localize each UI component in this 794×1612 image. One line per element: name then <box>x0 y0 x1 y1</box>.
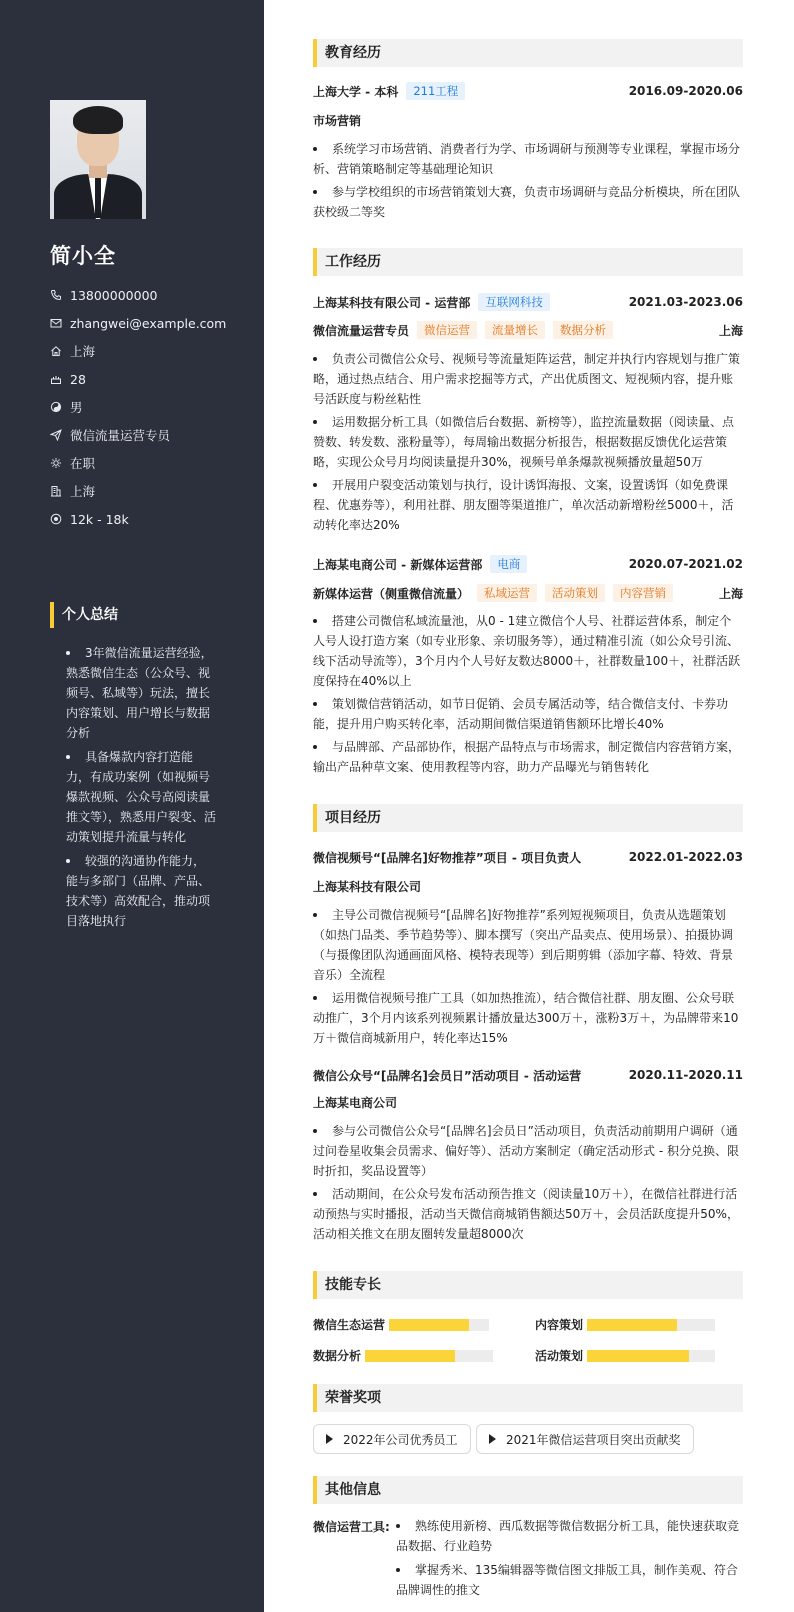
skill-item <box>313 1347 493 1364</box>
list-item: 运用微信视频号推广工具（如加热推流），结合微信社群、朋友圈、公众号联动推广，3个月内该系列视频累计播放量达300万＋，涨粉3万＋，为品牌带来10万＋微信商城新用户，转化率达15% <box>313 988 743 1048</box>
skill-name: 数据分析 <box>313 1349 362 1363</box>
job-bullets <box>313 611 743 780</box>
role-tag: 微信运营 <box>417 321 477 339</box>
profile-photo <box>50 100 146 219</box>
summary-item: 具备爆款内容打造能力，有成功案例（如视频号爆款视频、公众号高阅读量推文等），熟悉用户裂变、活动策划提升流量与转化 <box>66 747 216 847</box>
job-date: 2021.03-2023.06 <box>628 295 743 309</box>
cake-icon <box>50 373 62 385</box>
info-email <box>50 309 226 337</box>
mail-icon <box>50 317 62 329</box>
skill-item <box>313 1316 489 1333</box>
skill-name: 内容策划 <box>535 1318 584 1332</box>
job-company: 上海某科技有限公司 - 运营部 <box>313 295 471 310</box>
info-phone <box>50 281 226 309</box>
home-icon <box>50 345 62 357</box>
job-role-row <box>313 320 743 340</box>
role-tag: 私域运营 <box>477 584 537 602</box>
email-text: zhangwei@example.com <box>70 315 227 331</box>
skill-bar <box>389 1319 489 1331</box>
job-date: 2020.07-2021.02 <box>628 557 743 571</box>
job-city: 上海 <box>718 586 743 601</box>
building-icon <box>50 485 62 497</box>
home-text: 上海 <box>70 344 96 359</box>
list-item: 掌握秀米、135编辑器等微信图文排版工具，制作美观、符合品牌调性的推文 <box>396 1560 743 1600</box>
skill-item <box>535 1316 715 1333</box>
summary-item: 较强的沟通协作能力，能与多部门（品牌、产品、技术等）高效配合，推动项目落地执行 <box>66 851 216 931</box>
education-title: 教育经历 <box>313 39 743 67</box>
skill-bar <box>587 1319 715 1331</box>
salary-icon <box>50 513 62 525</box>
list-item: 参与学校组织的市场营销策划大赛，负责市场调研与竞品分析模块，所在团队获校级二等奖 <box>313 182 743 222</box>
school-tag: 211工程 <box>406 82 465 100</box>
info-status <box>50 449 226 477</box>
project-company: 上海某电商公司 <box>313 1096 398 1110</box>
job-tag: 互联网科技 <box>478 293 550 311</box>
skill-bar-fill <box>587 1350 689 1362</box>
info-home <box>50 337 226 365</box>
phone-icon <box>50 289 62 301</box>
job-role: 新媒体运营（侧重微信流量） <box>313 586 470 601</box>
status-icon <box>50 457 62 469</box>
info-gender <box>50 393 226 421</box>
role-tag: 活动策划 <box>545 584 605 602</box>
work-title: 工作经历 <box>313 248 743 276</box>
job-city: 上海 <box>718 323 743 338</box>
award-badge <box>313 1424 471 1454</box>
job-role-row <box>313 583 743 603</box>
list-item: 开展用户裂变活动策划与执行，设计诱饵海报、文案，设置诱饵（如免费课程、优惠券等），利用社群、朋友圈等渠道推广，单次活动新增粉丝5000＋，活动转化率达20% <box>313 475 743 535</box>
city-text: 上海 <box>70 484 96 499</box>
project-bullets <box>313 905 743 1051</box>
summary-item: 3年微信流量运营经验，熟悉微信生态（公众号、视频号、私域等）玩法，擅长内容策划、用户增长与数据分析 <box>66 643 216 743</box>
skill-item <box>535 1347 715 1364</box>
list-item: 与品牌部、产品部协作，根据产品特点与市场需求，制定微信内容营销方案，输出产品种草文案、使用教程等内容，助力产品曝光与销售转化 <box>313 737 743 777</box>
contact-info-list <box>50 281 226 533</box>
list-item: 运用数据分析工具（如微信后台数据、新榜等），监控流量数据（阅读量、点赞数、转发数、涨粉量等），每周输出数据分析报告，根据数据反馈优化运营策略，实现公众号月均阅读量提升30%，视频号单条爆款视频播放量超50万 <box>313 412 743 472</box>
summary-title: 个人总结 <box>50 602 118 628</box>
job-tag: 电商 <box>490 555 527 573</box>
skill-bar-fill <box>587 1319 677 1331</box>
skill-name: 活动策划 <box>535 1349 584 1363</box>
skill-bar-fill <box>365 1350 455 1362</box>
job-company: 上海某电商公司 - 新媒体运营部 <box>313 557 483 572</box>
list-item: 系统学习市场营销、消费者行为学、市场调研与预测等专业课程，掌握市场分析、营销策略制定等基础理论知识 <box>313 139 743 179</box>
age-text: 28 <box>70 371 86 387</box>
gender-text: 男 <box>70 400 83 415</box>
list-item: 参与公司微信公众号“[品牌名]会员日”活动项目，负责活动前期用户调研（通过问卷星收集会员需求、偏好等）、活动方案制定（确定活动形式 - 积分兑换、限时折扣，奖品设置等） <box>313 1121 743 1181</box>
award-text: 2022年公司优秀员工 <box>343 1432 458 1447</box>
job-header <box>313 292 743 312</box>
skill-bar-fill <box>389 1319 469 1331</box>
skill-name: 微信生态运营 <box>313 1318 386 1332</box>
skills-title: 技能专长 <box>313 1271 743 1299</box>
profile-name: 简小全 <box>50 244 116 268</box>
project-date: 2020.11-2020.11 <box>628 1068 743 1082</box>
education-date: 2016.09-2020.06 <box>628 84 743 98</box>
project-name: 微信公众号“[品牌名]会员日”活动项目 - 活动运营 <box>313 1068 582 1083</box>
education-major: 市场营销 <box>313 114 362 128</box>
other-title: 其他信息 <box>313 1476 743 1504</box>
awards-title: 荣誉奖项 <box>313 1384 743 1412</box>
award-badge <box>476 1424 694 1454</box>
info-city <box>50 477 226 505</box>
play-icon <box>326 1434 333 1444</box>
role-tag: 数据分析 <box>553 321 613 339</box>
gender-icon <box>50 401 62 413</box>
job-header <box>313 554 743 574</box>
list-item: 主导公司微信视频号“[品牌名]好物推荐”系列短视频项目，负责从选题策划（如热门品类、季节趋势等）、脚本撰写（突出产品卖点、使用场景）、拍摄协调（与摄像团队沟通画面风格、模特表现等）到后期剪辑（添加字幕、特效、背景音乐）全流程 <box>313 905 743 985</box>
project-date: 2022.01-2022.03 <box>628 850 743 864</box>
education-header <box>313 81 743 101</box>
project-name: 微信视频号“[品牌名]好物推荐”项目 - 项目负责人 <box>313 850 582 865</box>
role-tag: 流量增长 <box>485 321 545 339</box>
project-bullets <box>313 1121 743 1247</box>
school-name: 上海大学 - 本科 <box>313 84 399 99</box>
award-text: 2021年微信运营项目突出贡献奖 <box>506 1432 681 1447</box>
role-tag: 内容营销 <box>613 584 673 602</box>
sidebar <box>0 0 264 1612</box>
position-text: 微信流量运营专员 <box>70 428 171 443</box>
info-position <box>50 421 226 449</box>
projects-title: 项目经历 <box>313 804 743 832</box>
project-header <box>313 1065 743 1085</box>
list-item: 熟练使用新榜、西瓜数据等微信数据分析工具，能快速获取竞品数据、行业趋势 <box>396 1516 743 1556</box>
job-bullets <box>313 349 743 538</box>
info-age <box>50 365 226 393</box>
other-label: 微信运营工具: <box>313 1520 390 1534</box>
list-item: 负责公司微信公众号、视频号等流量矩阵运营，制定并执行内容规划与推广策略，通过热点结合、用户需求挖掘等方式，产出优质图文、短视频内容，提升账号活跃度与粉丝粘性 <box>313 349 743 409</box>
skill-bar <box>365 1350 493 1362</box>
project-company: 上海某科技有限公司 <box>313 880 422 894</box>
list-item: 活动期间，在公众号发布活动预告推文（阅读量10万＋），在微信社群进行活动预热与实时播报，活动当天微信商城销售额达50万＋，会员活跃度提升50%，活动相关推文在朋友圈转发量超8000次 <box>313 1184 743 1244</box>
info-salary <box>50 505 226 533</box>
summary-list <box>66 643 216 935</box>
education-bullets <box>313 139 743 225</box>
skill-bar <box>587 1350 715 1362</box>
send-icon <box>50 429 62 441</box>
phone-text: 13800000000 <box>70 287 158 303</box>
status-text: 在职 <box>70 456 96 471</box>
job-role: 微信流量运营专员 <box>313 323 410 338</box>
salary-text: 12k - 18k <box>70 511 129 527</box>
list-item: 策划微信营销活动，如节日促销、会员专属活动等，结合微信支付、卡券功能，提升用户购买转化率，活动期间微信渠道销售额环比增长40% <box>313 694 743 734</box>
other-list <box>396 1516 743 1604</box>
play-icon <box>489 1434 496 1444</box>
list-item: 搭建公司微信私域流量池，从0 - 1建立微信个人号、社群运营体系，制定个人号人设打造方案（如专业形象、亲切服务等），通过精准引流（如公众号引流、线下活动导流等），3个月内个人号好友数达8000＋，社群数量100＋，社群活跃度保持在40%以上 <box>313 611 743 691</box>
project-header <box>313 847 743 867</box>
